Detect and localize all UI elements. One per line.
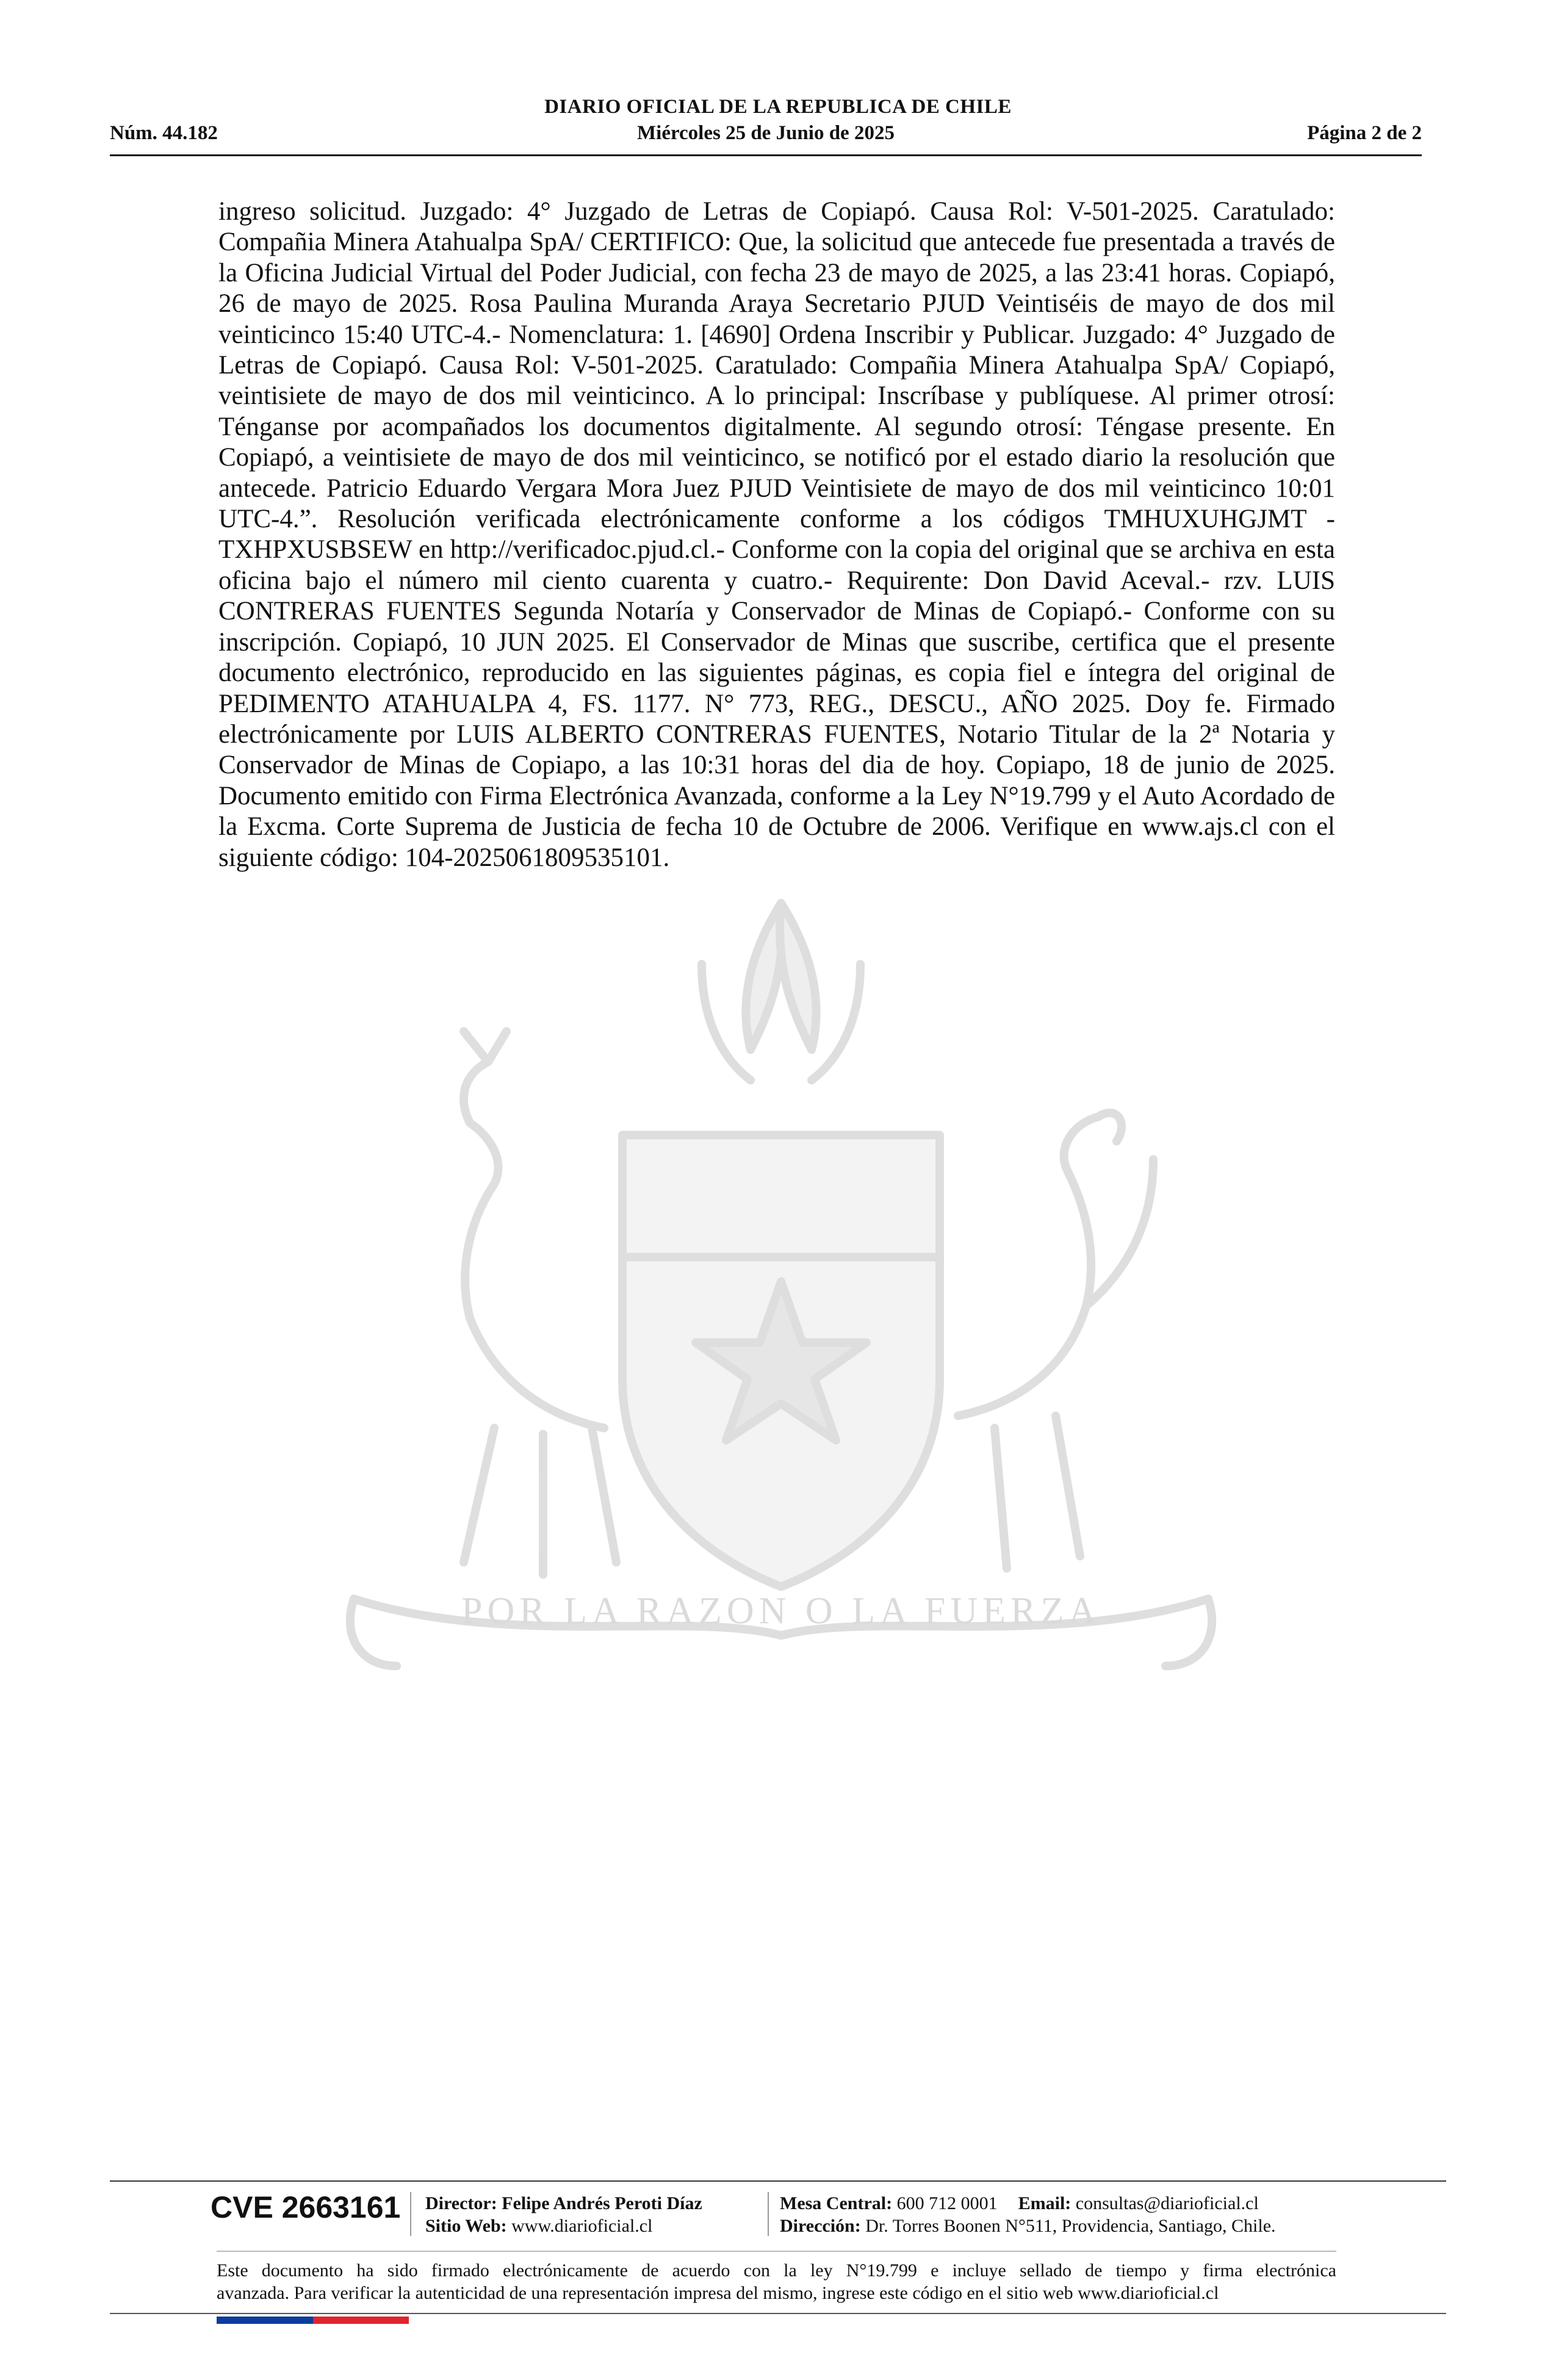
disclaimer-line-1: Este documento ha sido firmado electrónicamente de acuerdo con la ley N°19.799 e incluye sellado de tiempo y firma electrónica	[217, 2260, 1336, 2281]
header-row	[110, 122, 1422, 146]
mesa-central-phone: 600 712 0001	[896, 2193, 998, 2213]
email-link[interactable]: consultas@diarioficial.cl	[1075, 2193, 1259, 2213]
footer-divider-top	[110, 2180, 1446, 2182]
address-label: Dirección:	[780, 2216, 861, 2236]
footer-separator	[410, 2192, 411, 2236]
issue-date: Miércoles 25 de Junio de 2025	[637, 122, 895, 144]
director-label: Director:	[425, 2193, 497, 2213]
website-label: Sitio Web:	[425, 2216, 507, 2236]
footer-contact-column	[780, 2192, 1276, 2237]
issue-number: Núm. 44.182	[110, 122, 218, 144]
footer-director-column	[425, 2192, 702, 2237]
address-value: Dr. Torres Boonen N°511, Providencia, Santiago, Chile.	[865, 2216, 1276, 2236]
footer-disclaimer	[217, 2259, 1336, 2304]
email-label: Email:	[1018, 2193, 1072, 2213]
document-body: ingreso solicitud. Juzgado: 4° Juzgado de Letras de Copiapó. Causa Rol: V-501-2025. Caratulado: Compañia Minera Atahualpa SpA/ CERTIFICO: Que, la solicitud que antecede fue presentada a través de la Oficina Judicial Virtual del Poder Judicial, con fecha 23 de mayo de 2025, a las 23:41 horas. Copiapó, 26 de mayo de 2025. Rosa Paulina Muranda Araya Secretario PJUD Veintiséis de mayo de dos mil veinticinco 15:40 UTC-4.- Nomenclatura: 1. [4690] Ordena Inscribir y Publicar. Juzgado: 4° Juzgado de Letras de Copiapó. Causa Rol: V-501-2025. Caratulado: Compañia Minera Atahualpa SpA/ Copiapó, veintisiete de mayo de dos mil veinticinco. A lo principal: Inscríbase y publíquese. Al primer otrosí: Ténganse por acompañados los documentos digitalmente. Al segundo otrosí: Téngase presente. En Copiapó, a veintisiete de mayo de dos mil veinticinco, se notificó por el estado diario la resolución que antecede. Patricio Eduardo Vergara Mora Juez PJUD Veintisiete de mayo de dos mil veinticinco 10:01 UTC-4.”. Resolución verificada electrónicamente conforme a los códigos TMHUXUHGJMT - TXHPXUSBSEW en http://verificadoc.pjud.cl.- Conforme con la copia del original que se archiva en esta oficina bajo el número mil ciento cuarenta y cuatro.- Requirente: Don David Aceval.- rzv. LUIS CONTRERAS FUENTES Segunda Notaría y Conservador de Minas de Copiapó.- Conforme con su inscripción. Copiapó, 10 JUN 2025. El Conservador de Minas que suscribe, certifica que el presente documento electrónico, reproducido en las siguientes páginas, es copia fiel e íntegra del original de PEDIMENTO ATAHUALPA 4, FS. 1177. N° 773, REG., DESCU., AÑO 2025. Doy fe. Firmado electrónicamente por LUIS ALBERTO CONTRERAS FUENTES, Notario Titular de la 2ª Notaria y Conservador de Minas de Copiapo, a las 10:31 horas del dia de hoy. Copiapo, 18 de junio de 2025. Documento emitido con Firma Electrónica Avanzada, conforme a la Ley N°19.799 y el Auto Acordado de la Excma. Corte Suprema de Justicia de fecha 10 de Octubre de 2006. Verifique en www.ajs.cl con el siguiente código: 104-2025061809535101.	[218, 197, 1335, 872]
footer-separator	[768, 2192, 769, 2236]
disclaimer-line-2: avanzada. Para verificar la autenticidad de una representación impresa del mismo, ingrese este código en el sitio web www.diarioficial.cl	[217, 2283, 1219, 2303]
website-link[interactable]: www.diarioficial.cl	[511, 2216, 653, 2236]
flag-stripe-red	[313, 2317, 409, 2324]
flag-stripe-blue	[217, 2317, 313, 2324]
flag-stripe	[217, 2317, 409, 2324]
footer-divider-bottom	[110, 2313, 1446, 2314]
page-indicator: Página 2 de 2	[1307, 122, 1422, 144]
coat-of-arms-watermark	[201, 879, 1361, 1709]
watermark-motto: POR LA RAZON O LA FUERZA	[461, 1590, 1101, 1632]
newspaper-title: DIARIO OFICIAL DE LA REPUBLICA DE CHILE	[544, 96, 1012, 118]
mesa-central-label: Mesa Central:	[780, 2193, 893, 2213]
cve-code: CVE 2663161	[211, 2190, 401, 2224]
header-divider	[110, 154, 1422, 156]
footer-divider-mid	[217, 2251, 1336, 2252]
director-name: Felipe Andrés Peroti Díaz	[502, 2193, 702, 2213]
